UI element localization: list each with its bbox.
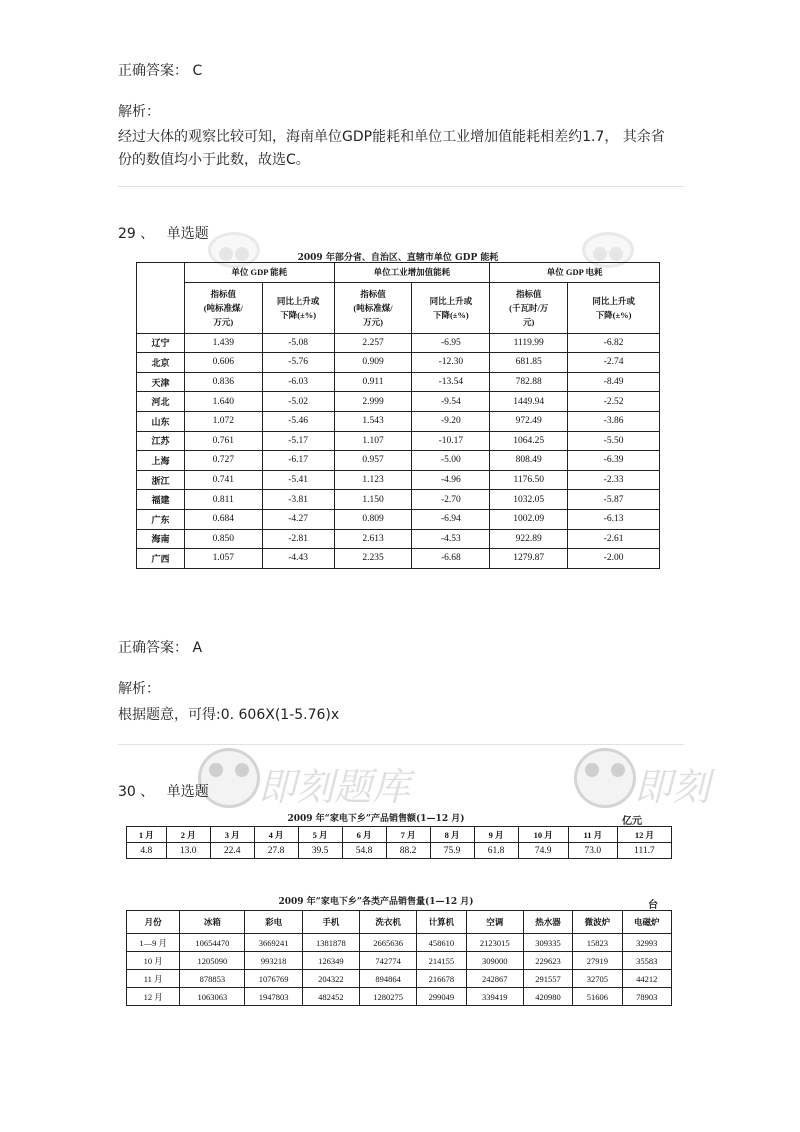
table-row: [137, 509, 660, 529]
value-cell: 0.761: [184, 431, 262, 451]
value-cell: 0.684: [184, 509, 262, 529]
value-cell: -6.68: [412, 549, 490, 569]
table-row: [137, 431, 660, 451]
value-cell: 126349: [302, 952, 359, 970]
value-cell: 1076769: [245, 970, 302, 988]
value-cell: -9.20: [412, 411, 490, 431]
table-row: [127, 934, 672, 952]
region-cell: 北京: [137, 353, 185, 373]
value-cell: -4.96: [412, 470, 490, 490]
month-header-cell: 12 月: [617, 827, 671, 843]
value-cell: -6.17: [262, 451, 334, 471]
month-header-cell: 5 月: [298, 827, 342, 843]
value-cell: 10654470: [180, 934, 245, 952]
column-header-cell: 月份: [127, 911, 180, 934]
value-cell: 3669241: [245, 934, 302, 952]
table-row: [127, 970, 672, 988]
value-cell: -6.95: [412, 333, 490, 353]
table-row: [137, 490, 660, 510]
value-cell: -2.70: [412, 490, 490, 510]
value-cell: -2.00: [568, 549, 660, 569]
table-row: [137, 451, 660, 471]
value-cell: 291557: [523, 970, 572, 988]
value-cell: -3.81: [262, 490, 334, 510]
month-header-cell: 7 月: [386, 827, 430, 843]
value-cell: 1280275: [359, 988, 416, 1006]
answer-row-29: [118, 637, 202, 659]
value-cell: 482452: [302, 988, 359, 1006]
value-cell: -5.41: [262, 470, 334, 490]
region-cell: 辽宁: [137, 333, 185, 353]
value-cell: 458610: [417, 934, 466, 952]
value-cell: 35583: [622, 952, 671, 970]
value-cell: 51606: [573, 988, 622, 1006]
region-cell: 海南: [137, 529, 185, 549]
column-header-cell: 洗衣机: [359, 911, 416, 934]
value-cell: -2.33: [568, 470, 660, 490]
region-cell: 浙江: [137, 470, 185, 490]
value-cell: -6.39: [568, 451, 660, 471]
column-header-cell: 热水器: [523, 911, 572, 934]
value-cell: 242867: [466, 970, 523, 988]
value-cell: 1205090: [180, 952, 245, 970]
region-cell: 山东: [137, 411, 185, 431]
watermark-text: 即刻题库: [258, 765, 411, 809]
table-row: [137, 392, 660, 412]
panda-logo-icon: [574, 748, 636, 808]
value-cell: 742774: [359, 952, 416, 970]
value-cell: 1.072: [184, 411, 262, 431]
month-header-cell: 10 月: [518, 827, 568, 843]
value-cell: -5.17: [262, 431, 334, 451]
value-cell: -5.02: [262, 392, 334, 412]
sales-value-cell: 74.9: [518, 843, 568, 859]
table-row: [127, 843, 672, 859]
value-cell: 0.741: [184, 470, 262, 490]
month-header-cell: 9 月: [474, 827, 518, 843]
table-unit: 台: [648, 900, 658, 911]
value-cell: 2.257: [334, 333, 412, 353]
value-cell: 15823: [573, 934, 622, 952]
region-cell: 上海: [137, 451, 185, 471]
month-header-cell: 8 月: [430, 827, 474, 843]
value-cell: -5.50: [568, 431, 660, 451]
month-cell: 10 月: [127, 952, 180, 970]
sales-value-cell: 54.8: [342, 843, 386, 859]
sales-value-cell: 22.4: [210, 843, 254, 859]
sales-value-cell: 75.9: [430, 843, 474, 859]
table-row: [127, 827, 672, 843]
energy-table: [136, 262, 660, 569]
value-cell: -2.81: [262, 529, 334, 549]
value-cell: -12.30: [412, 353, 490, 373]
column-header-cell: 彩电: [245, 911, 302, 934]
value-cell: 0.727: [184, 451, 262, 471]
region-cell: 河北: [137, 392, 185, 412]
value-cell: 1176.50: [490, 470, 568, 490]
value-cell: 0.606: [184, 353, 262, 373]
sales-value-cell: 61.8: [474, 843, 518, 859]
value-cell: 2.999: [334, 392, 412, 412]
value-cell: -6.13: [568, 509, 660, 529]
value-cell: 0.811: [184, 490, 262, 510]
value-cell: -4.43: [262, 549, 334, 569]
value-cell: 681.85: [490, 353, 568, 373]
column-header-cell: 微波炉: [573, 911, 622, 934]
value-cell: -5.76: [262, 353, 334, 373]
value-cell: 1381878: [302, 934, 359, 952]
question-number: 29 、: [118, 226, 155, 242]
month-header-cell: 3 月: [210, 827, 254, 843]
table-title: 2009 年部分省、自治区、直辖市单位 GDP 能耗: [297, 253, 499, 263]
value-cell: 1.057: [184, 549, 262, 569]
value-cell: -5.00: [412, 451, 490, 471]
value-cell: -2.61: [568, 529, 660, 549]
sales-value-cell: 73.0: [568, 843, 617, 859]
value-cell: 1.439: [184, 333, 262, 353]
value-cell: -4.53: [412, 529, 490, 549]
value-cell: 204322: [302, 970, 359, 988]
sales-table: [126, 826, 672, 859]
month-cell: 1—9 月: [127, 934, 180, 952]
analysis-text: 根据题意，可得:0. 606X(1-5.76)x: [118, 707, 340, 723]
value-cell: 1947803: [245, 988, 302, 1006]
month-header-cell: 11 月: [568, 827, 617, 843]
value-cell: 1032.05: [490, 490, 568, 510]
value-cell: 309000: [466, 952, 523, 970]
column-header-cell: 空调: [466, 911, 523, 934]
value-cell: -5.46: [262, 411, 334, 431]
sub-header-cell: 指标值 (千瓦时/万 元): [490, 282, 568, 333]
value-cell: -5.87: [568, 490, 660, 510]
month-header-cell: 1 月: [127, 827, 167, 843]
sales-value-cell: 4.8: [127, 843, 167, 859]
month-header-cell: 6 月: [342, 827, 386, 843]
value-cell: 1279.87: [490, 549, 568, 569]
value-cell: 420980: [523, 988, 572, 1006]
answer-label: 正确答案：: [118, 63, 188, 79]
value-cell: 1.123: [334, 470, 412, 490]
sales-value-cell: 111.7: [617, 843, 671, 859]
value-cell: 782.88: [490, 372, 568, 392]
column-header-cell: 冰箱: [180, 911, 245, 934]
volume-table: [126, 910, 672, 1006]
value-cell: 32993: [622, 934, 671, 952]
question-type: 单选题: [166, 784, 209, 800]
value-cell: 1.543: [334, 411, 412, 431]
value-cell: 214155: [417, 952, 466, 970]
region-cell: 广西: [137, 549, 185, 569]
group-header: 单位 GDP 能耗: [184, 263, 334, 283]
sales-value-cell: 88.2: [386, 843, 430, 859]
value-cell: -10.17: [412, 431, 490, 451]
column-header-cell: 计算机: [417, 911, 466, 934]
sub-header-cell: 指标值 (吨标准煤/ 万元): [184, 282, 262, 333]
region-cell: 福建: [137, 490, 185, 510]
value-cell: 0.957: [334, 451, 412, 471]
value-cell: 339419: [466, 988, 523, 1006]
value-cell: 44212: [622, 970, 671, 988]
region-cell: 江苏: [137, 431, 185, 451]
question-number: 30 、: [118, 784, 155, 800]
table-row: [127, 911, 672, 934]
sub-header-cell: 指标值 (吨标准煤/ 万元): [334, 282, 412, 333]
value-cell: 972.49: [490, 411, 568, 431]
value-cell: 2123015: [466, 934, 523, 952]
value-cell: -6.03: [262, 372, 334, 392]
value-cell: 32705: [573, 970, 622, 988]
sub-header-cell: 同比上升或 下降(±%): [412, 282, 490, 333]
sales-value-cell: 27.8: [254, 843, 298, 859]
question-type: 单选题: [166, 226, 209, 242]
value-cell: 2665636: [359, 934, 416, 952]
watermark-text: 即刻: [634, 765, 711, 809]
value-cell: 1.150: [334, 490, 412, 510]
table-row: [137, 549, 660, 569]
region-cell: 天津: [137, 372, 185, 392]
table-row: [127, 952, 672, 970]
month-header-cell: 4 月: [254, 827, 298, 843]
value-cell: 0.809: [334, 509, 412, 529]
value-cell: -2.52: [568, 392, 660, 412]
sub-header-cell: 同比上升或 下降(±%): [568, 282, 660, 333]
value-cell: 27919: [573, 952, 622, 970]
value-cell: 1064.25: [490, 431, 568, 451]
table-title: 2009 年“家电下乡”各类产品销售量(1—12 月): [278, 897, 474, 907]
value-cell: 0.836: [184, 372, 262, 392]
sub-header-cell: 同比上升或 下降(±%): [262, 282, 334, 333]
answer-value: C: [192, 63, 203, 79]
value-cell: 229623: [523, 952, 572, 970]
value-cell: 808.49: [490, 451, 568, 471]
month-header-cell: 2 月: [166, 827, 210, 843]
value-cell: -2.74: [568, 353, 660, 373]
answer-row-28: [118, 60, 202, 82]
month-cell: 11 月: [127, 970, 180, 988]
value-cell: 1063063: [180, 988, 245, 1006]
value-cell: 993218: [245, 952, 302, 970]
answer-label: 正确答案：: [118, 640, 188, 656]
value-cell: 1.107: [334, 431, 412, 451]
group-header: 单位工业增加值能耗: [334, 263, 490, 283]
table-row: [137, 470, 660, 490]
value-cell: 1119.99: [490, 333, 568, 353]
analysis-label: 解析：: [118, 681, 160, 697]
value-cell: -6.82: [568, 333, 660, 353]
table-unit: 亿元: [622, 816, 642, 827]
sales-value-cell: 13.0: [166, 843, 210, 859]
value-cell: 922.89: [490, 529, 568, 549]
value-cell: 78903: [622, 988, 671, 1006]
value-cell: 299049: [417, 988, 466, 1006]
value-cell: 2.613: [334, 529, 412, 549]
divider: [118, 186, 684, 187]
column-header-cell: 电磁炉: [622, 911, 671, 934]
analysis-text: 经过大体的观察比较可知，海南单位GDP能耗和单位工业增加值能耗相差约1.7， 其余省份的数值均小于此数，故选C。: [118, 129, 665, 168]
answer-value: A: [192, 640, 203, 656]
sales-value-cell: 39.5: [298, 843, 342, 859]
value-cell: 0.850: [184, 529, 262, 549]
table-row: [137, 529, 660, 549]
region-cell: 广东: [137, 509, 185, 529]
value-cell: 0.909: [334, 353, 412, 373]
table-row: [137, 411, 660, 431]
table-row: [137, 372, 660, 392]
table-title: 2009 年“家电下乡”产品销售额(1—12 月): [287, 814, 465, 824]
column-header-cell: 手机: [302, 911, 359, 934]
value-cell: -8.49: [568, 372, 660, 392]
analysis-label: 解析：: [118, 104, 160, 120]
month-cell: 12 月: [127, 988, 180, 1006]
question-header-30: [118, 781, 209, 803]
value-cell: 1.640: [184, 392, 262, 412]
value-cell: 878853: [180, 970, 245, 988]
value-cell: -5.08: [262, 333, 334, 353]
value-cell: 894864: [359, 970, 416, 988]
value-cell: 216678: [417, 970, 466, 988]
value-cell: -9.54: [412, 392, 490, 412]
value-cell: -6.94: [412, 509, 490, 529]
table-row: [127, 988, 672, 1006]
corner-cell: [137, 263, 185, 334]
value-cell: -3.86: [568, 411, 660, 431]
table-row: [137, 333, 660, 353]
question-header-29: [118, 223, 209, 245]
value-cell: 1449.94: [490, 392, 568, 412]
group-header: 单位 GDP 电耗: [490, 263, 660, 283]
divider: [118, 744, 684, 745]
value-cell: -13.54: [412, 372, 490, 392]
value-cell: 1002.09: [490, 509, 568, 529]
value-cell: 2.235: [334, 549, 412, 569]
table-row: [137, 353, 660, 373]
value-cell: -4.27: [262, 509, 334, 529]
value-cell: 0.911: [334, 372, 412, 392]
value-cell: 309335: [523, 934, 572, 952]
